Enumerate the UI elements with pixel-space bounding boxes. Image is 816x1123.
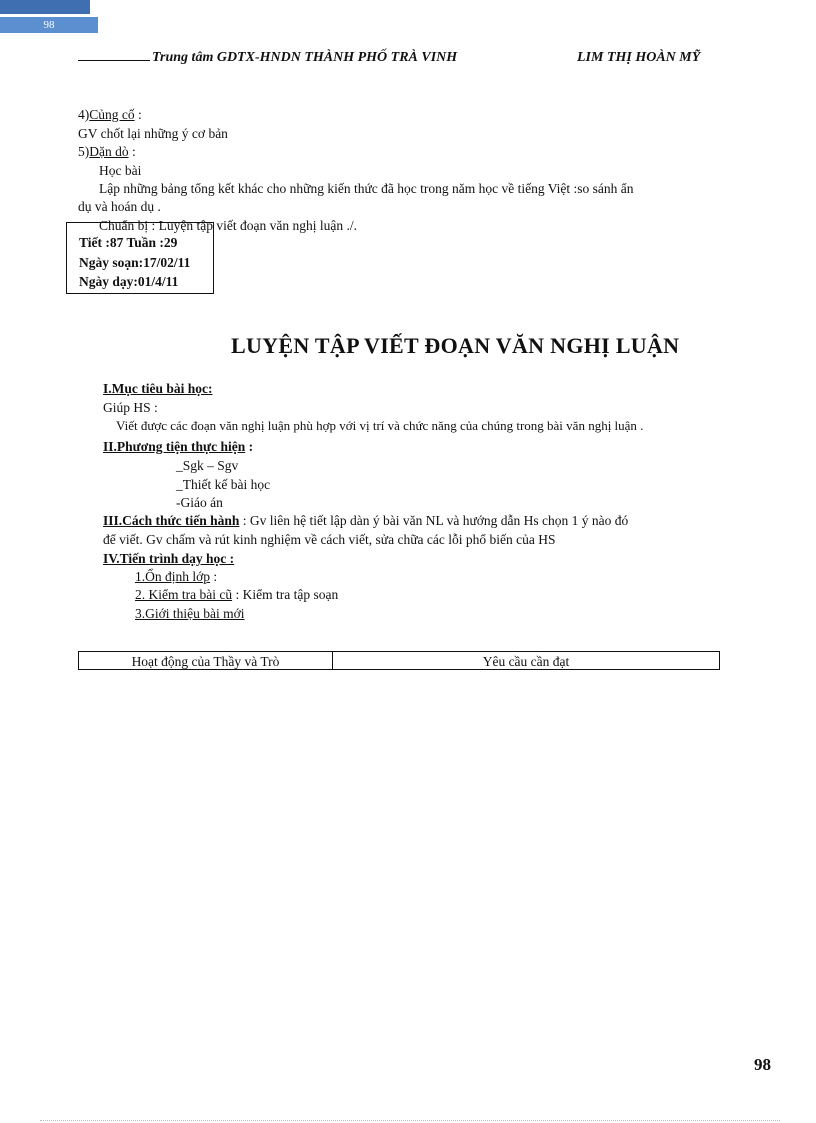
section-3-heading — [103, 512, 628, 530]
section-4-item-3: 3.Giới thiệu bài mới — [135, 606, 245, 621]
activity-table — [78, 651, 720, 670]
s4-item-1-label: 1.Ổn định lớp — [135, 569, 211, 584]
s5-title: Dặn dò — [89, 144, 129, 159]
header-author: LIM THỊ HOÀN MỸ — [577, 50, 701, 65]
section-2-item-2: _Thiết kế bài học — [176, 477, 271, 492]
header-blue-tab — [0, 0, 90, 14]
s5-line-1: Học bài — [99, 163, 142, 178]
s4-item-2-suffix: : Kiểm tra tập soạn — [232, 587, 339, 602]
section-3-text-2: để viết. Gv chấm và rút kinh nghiệm về cách viết, sửa chữa các lỗi phổ biến của HS — [103, 532, 556, 547]
page-number: 98 — [754, 1055, 771, 1074]
section-1-line-1: Giúp HS : — [103, 400, 158, 415]
table-header-activities: Hoạt động của Thầy và Trò — [79, 652, 333, 669]
s4-item-1-suffix: : — [210, 569, 218, 584]
prev-section-4 — [78, 106, 142, 124]
section-2-heading — [103, 438, 253, 456]
prev-section-5 — [78, 143, 136, 161]
s5-colon: : — [128, 144, 136, 159]
info-tiet: Tiết :87 Tuần :29 — [79, 235, 178, 250]
info-ngay-soan: Ngày soạn:17/02/11 — [79, 255, 191, 270]
header-rule — [78, 60, 150, 61]
section-4-title: IV.Tiến trình dạy học : — [103, 551, 235, 566]
section-4-item-2 — [135, 586, 338, 604]
s5-number: 5) — [78, 144, 90, 159]
s4-colon: : — [134, 107, 142, 122]
s5-line-4: Chuẩn bị : Luyện tập viết đoạn văn nghị luận ./. — [99, 218, 357, 233]
header-center: Trung tâm GDTX-HNDN THÀNH PHỐ TRÀ VINH — [152, 50, 458, 65]
section-2-title: II.Phương tiện thực hiện — [103, 439, 246, 454]
s4-text: GV chốt lại những ý cơ bản — [78, 126, 228, 141]
section-3-title: III.Cách thức tiến hành — [103, 513, 240, 528]
s4-number: 4) — [78, 107, 90, 122]
table-header-requirements: Yêu cầu cần đạt — [482, 654, 570, 669]
page-header — [78, 50, 758, 66]
section-1-line-2: Viết được các đoạn văn nghị luận phù hợp với vị trí và chức năng của chúng trong bài văn nghị luận . — [116, 418, 644, 433]
footer-divider — [40, 1120, 780, 1121]
lesson-title: LUYỆN TẬP VIẾT ĐOẠN VĂN NGHỊ LUẬN — [231, 333, 680, 358]
section-4-item-1 — [135, 568, 217, 586]
info-ngay-day: Ngày dạy:01/4/11 — [79, 274, 179, 289]
s4-title: Củng cố — [89, 107, 135, 122]
s5-line-2: Lập những bảng tổng kết khác cho những kiến thức đã học trong năm học về tiếng Việt :so sánh ẩn — [99, 181, 634, 196]
section-2-item-1: _Sgk – Sgv — [176, 458, 239, 473]
section-2-colon: : — [245, 439, 254, 454]
section-3-text: : Gv liên hệ tiết lập dàn ý bài văn NL và hướng dẫn Hs chọn 1 ý nào đó — [239, 513, 629, 528]
s4-item-2-label: 2. Kiểm tra bài cũ — [135, 587, 233, 602]
section-1-title: I.Mục tiêu bài học: — [103, 381, 213, 396]
section-2-item-3: -Giáo án — [176, 495, 223, 510]
page-tab-number: 98 — [0, 17, 98, 33]
s5-line-3: dụ và hoán dụ . — [78, 199, 161, 214]
lesson-info-box — [66, 222, 214, 294]
